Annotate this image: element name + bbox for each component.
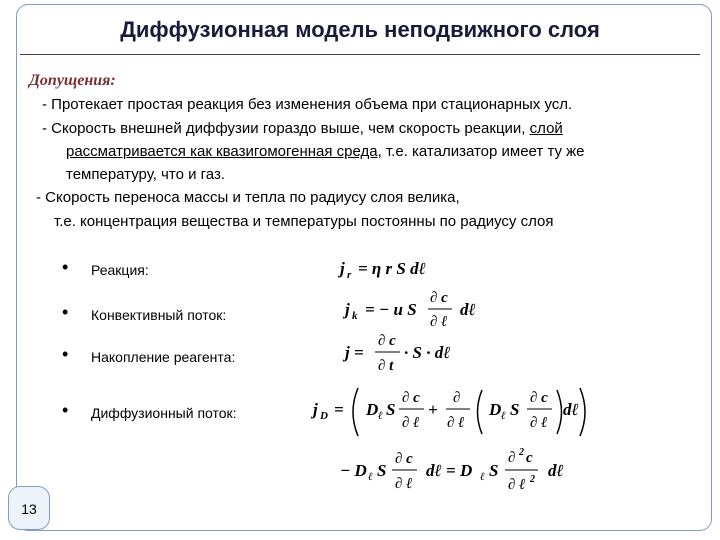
svg-text:+: + bbox=[428, 400, 438, 419]
assumption-line-3-underlined: рассматривается как квазигомогенная среда, bbox=[66, 143, 382, 160]
svg-text:ℓ: ℓ bbox=[378, 410, 383, 422]
svg-text:D: D bbox=[489, 400, 502, 419]
svg-text:= − u S: = − u S bbox=[365, 300, 417, 319]
svg-text:· S · dℓ: · S · dℓ bbox=[404, 343, 451, 362]
svg-text:=: = bbox=[334, 400, 344, 419]
formula-diffusion bbox=[310, 388, 585, 436]
bullet-dot: • bbox=[62, 302, 69, 322]
formula-accumulation bbox=[342, 333, 450, 374]
svg-text:dℓ: dℓ bbox=[548, 461, 564, 480]
assumption-line-6: т.е. концентрация вещества и температуры постоянны по радиусу слоя bbox=[54, 213, 554, 230]
svg-text:S: S bbox=[489, 461, 499, 480]
svg-text:∂ ℓ: ∂ ℓ bbox=[508, 477, 526, 493]
svg-text:S: S bbox=[377, 461, 387, 480]
assumptions-heading: Допущения: bbox=[29, 72, 116, 89]
svg-text:dℓ: dℓ bbox=[563, 400, 579, 419]
svg-text:∂ c: ∂ c bbox=[530, 390, 548, 406]
svg-text:∂ c: ∂ c bbox=[402, 390, 420, 406]
svg-text:∂: ∂ bbox=[508, 450, 516, 466]
formula-reaction bbox=[337, 259, 426, 281]
svg-text:∂ ℓ: ∂ ℓ bbox=[530, 415, 548, 431]
svg-text:ℓ: ℓ bbox=[480, 471, 485, 483]
svg-text:∂ ℓ: ∂ ℓ bbox=[430, 314, 448, 330]
svg-text:∂ c: ∂ c bbox=[430, 290, 448, 306]
svg-text:∂ ℓ: ∂ ℓ bbox=[447, 415, 465, 431]
svg-text:D: D bbox=[366, 400, 379, 419]
svg-text:j: j bbox=[313, 400, 318, 419]
svg-text:dℓ: dℓ bbox=[460, 300, 476, 319]
assumption-line-2-text: - Скорость внешней диффузии гораздо выше, чем скорость реакции, bbox=[42, 120, 526, 137]
bullet-dot: • bbox=[62, 257, 69, 277]
svg-text:ℓ: ℓ bbox=[501, 410, 506, 422]
slide-title: Диффузионная модель неподвижного слоя bbox=[120, 17, 600, 42]
svg-text:j: j bbox=[345, 300, 350, 319]
svg-text:j =: j = bbox=[345, 343, 364, 362]
svg-text:r: r bbox=[347, 269, 352, 281]
formula-convective bbox=[342, 290, 476, 330]
svg-text:∂ ℓ: ∂ ℓ bbox=[395, 476, 413, 492]
svg-text:ℓ: ℓ bbox=[368, 471, 373, 483]
assumption-line-1: - Протекает простая реакция без изменения объема при стационарных усл. bbox=[42, 96, 573, 113]
bullet-label-reaction: Реакция: bbox=[91, 262, 149, 278]
assumption-line-2-underlined: слой bbox=[529, 120, 563, 137]
svg-text:c: c bbox=[526, 450, 533, 466]
svg-text:∂: ∂ bbox=[453, 390, 461, 406]
svg-text:∂ c: ∂ c bbox=[395, 451, 413, 467]
assumption-line-3-text: т.е. катализатор имеет ту же bbox=[381, 143, 585, 160]
svg-text:∂ ℓ: ∂ ℓ bbox=[402, 415, 420, 431]
svg-text:D: D bbox=[320, 410, 328, 422]
svg-text:∂ c: ∂ c bbox=[378, 333, 396, 349]
svg-text:− D: − D bbox=[340, 461, 367, 480]
bullet-dot: • bbox=[62, 344, 69, 364]
svg-text:j: j bbox=[340, 259, 345, 278]
formula-balance bbox=[340, 447, 564, 493]
svg-text:k: k bbox=[352, 310, 358, 322]
svg-text:2: 2 bbox=[530, 474, 535, 485]
bullet-dot: • bbox=[62, 400, 69, 420]
bullet-label-diffusion: Диффузионный поток: bbox=[91, 405, 237, 421]
bullet-label-accumulation: Накопление реагента: bbox=[91, 349, 236, 365]
assumption-line-4: температуру, что и газ. bbox=[66, 166, 225, 183]
svg-text:2: 2 bbox=[519, 447, 524, 458]
page-number-badge: 13 bbox=[8, 486, 50, 530]
svg-text:S: S bbox=[510, 400, 520, 419]
svg-text:dℓ = D: dℓ = D bbox=[426, 461, 473, 480]
svg-text:S: S bbox=[386, 400, 396, 419]
svg-text:∂ t: ∂ t bbox=[378, 358, 394, 374]
svg-text:= η r S dℓ: = η r S dℓ bbox=[358, 259, 426, 278]
assumption-line-5: - Скорость переноса массы и тепла по радиусу слоя велика, bbox=[36, 189, 460, 206]
bullet-label-convective: Конвективный поток: bbox=[91, 307, 227, 323]
